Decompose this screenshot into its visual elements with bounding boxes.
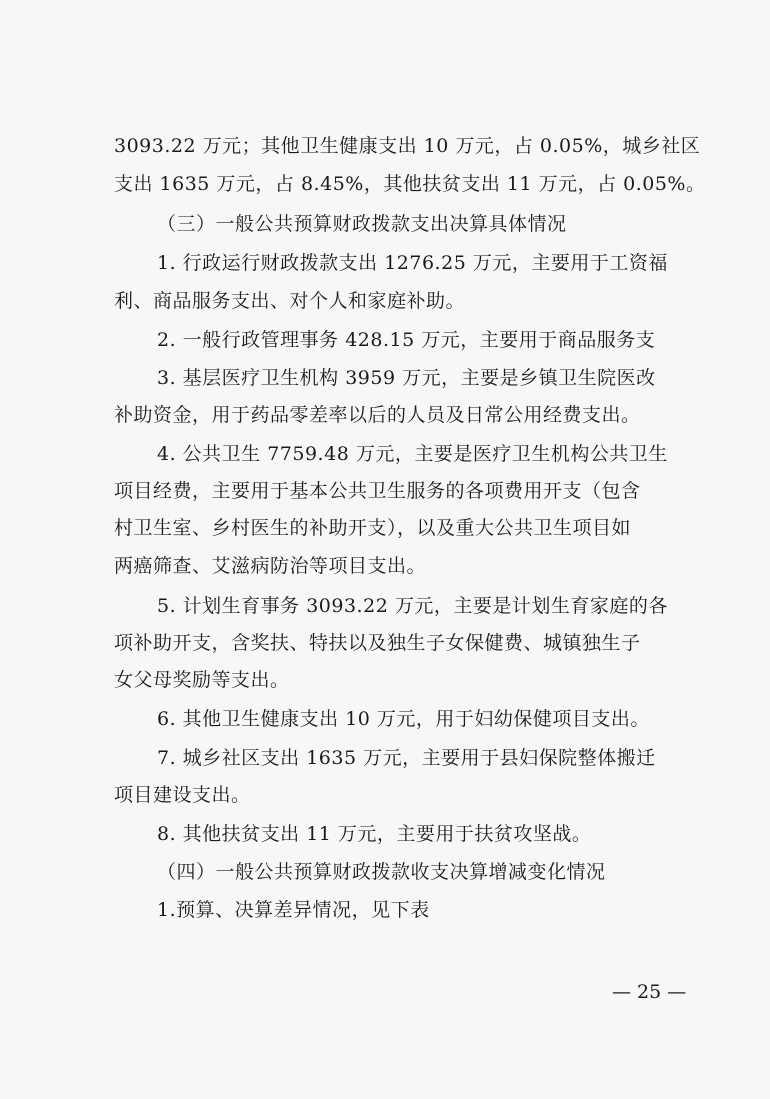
text-line: 5. 计划生育事务 3093.22 万元，主要是计划生育家庭的各 — [157, 595, 668, 617]
section-heading: （三）一般公共预算财政拨款支出决算具体情况 — [157, 213, 567, 235]
text-line: 项目经费，主要用于基本公共卫生服务的各项费用开支（包含 — [114, 480, 641, 502]
text-line: 1.预算、决算差异情况，见下表 — [157, 899, 430, 921]
text-line: 2. 一般行政管理事务 428.15 万元，主要用于商品服务支 — [157, 329, 656, 351]
text-line: 村卫生室、乡村医生的补助开支），以及重大公共卫生项目如 — [114, 517, 632, 539]
text-line: 支出 1635 万元，占 8.45%，其他扶贫支出 11 万元，占 0.05%。 — [114, 173, 706, 195]
text-line: 女父母奖励等支出。 — [114, 669, 290, 691]
text-line: 两癌筛查、艾滋病防治等项目支出。 — [114, 555, 427, 577]
text-line: 项补助开支，含奖扶、特扶以及独生子女保健费、城镇独生子 — [114, 632, 641, 654]
text-line: 6. 其他卫生健康支出 10 万元，用于妇幼保健项目支出。 — [157, 708, 650, 730]
section-heading: （四）一般公共预算财政拨款收支决算增减变化情况 — [157, 861, 606, 883]
text-line: 补助资金，用于药品零差率以后的人员及日常公用经费支出。 — [114, 404, 641, 426]
text-line: 1. 行政运行财政拨款支出 1276.25 万元，主要用于工资福 — [157, 252, 668, 274]
text-line: 利、商品服务支出、对个人和家庭补助。 — [114, 290, 466, 312]
text-line: 3. 基层医疗卫生机构 3959 万元，主要是乡镇卫生院医改 — [157, 367, 656, 389]
text-line: 7. 城乡社区支出 1635 万元，主要用于县妇保院整体搬迁 — [157, 747, 656, 769]
text-line: 4. 公共卫生 7759.48 万元，主要是医疗卫生机构公共卫生 — [157, 443, 668, 465]
text-line: 8. 其他扶贫支出 11 万元，主要用于扶贫攻坚战。 — [157, 823, 592, 845]
page-number: — 25 — — [612, 981, 687, 1003]
text-line: 项目建设支出。 — [114, 784, 251, 806]
text-line: 3093.22 万元；其他卫生健康支出 10 万元，占 0.05%，城乡社区 — [114, 135, 701, 157]
